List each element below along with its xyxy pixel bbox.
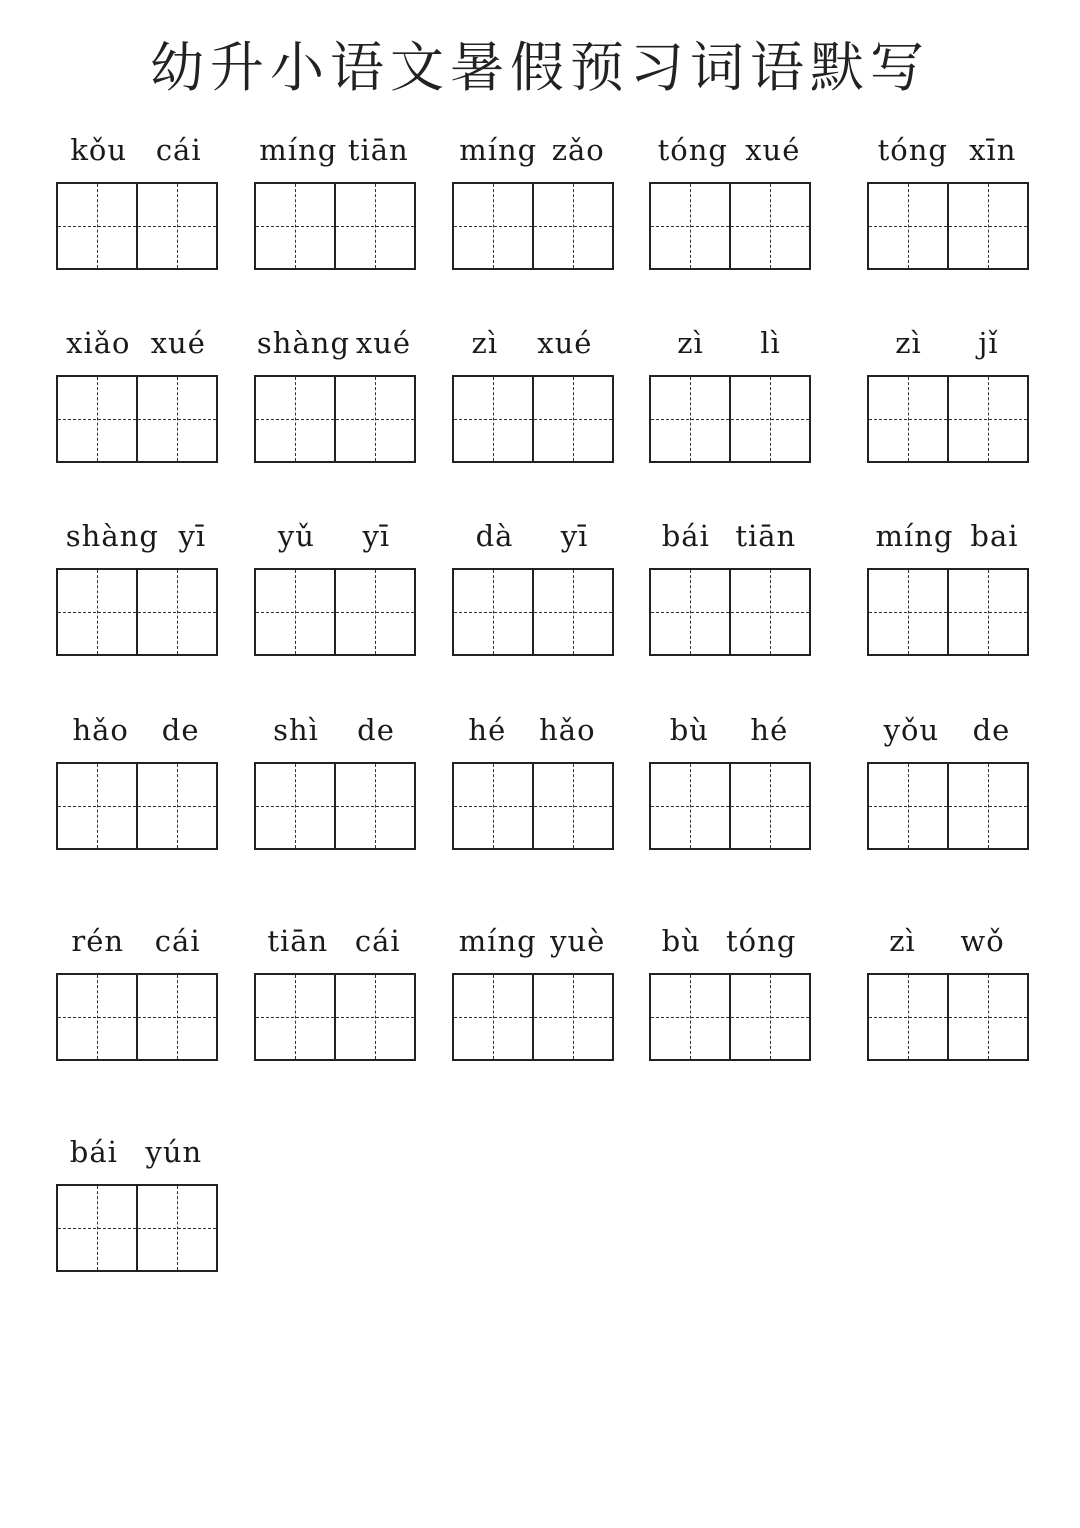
pinyin-syllable: jǐ [978,326,999,360]
tianzige-cell[interactable] [729,184,809,268]
writing-grid [56,375,218,463]
pinyin-line [867,921,1027,961]
tianzige-cell[interactable] [947,764,1027,848]
tianzige-cell[interactable] [947,570,1027,654]
tianzige-cell[interactable] [136,377,216,461]
pinyin-syllable: xué [150,326,206,360]
pinyin-line [56,710,216,750]
writing-grid [867,568,1029,656]
writing-grid [452,568,614,656]
word-item [867,921,1027,1061]
tianzige-cell[interactable] [58,764,136,848]
pinyin-syllable: hǎo [539,713,596,747]
tianzige-cell[interactable] [729,377,809,461]
tianzige-cell[interactable] [454,764,532,848]
pinyin-syllable: yuè [550,924,606,958]
writing-grid [867,375,1029,463]
pinyin-syllable: xué [355,326,412,360]
writing-grid [867,973,1029,1061]
pinyin-syllable: míng [259,133,338,167]
pinyin-syllable: zǎo [551,133,605,167]
pinyin-syllable: bù [669,713,709,747]
writing-grid [452,973,614,1061]
writing-grid [56,973,218,1061]
pinyin-syllable: yǒu [883,713,940,747]
pinyin-line [649,516,809,556]
pinyin-line [56,1132,216,1172]
pinyin-syllable: cái [354,924,401,958]
word-item [254,921,414,1061]
pinyin-line [254,516,414,556]
pinyin-line [254,921,414,961]
tianzige-cell[interactable] [651,184,729,268]
writing-grid [452,375,614,463]
tianzige-cell[interactable] [869,184,947,268]
pinyin-syllable: wǒ [960,924,1005,958]
pinyin-syllable: zì [889,924,916,958]
tianzige-cell[interactable] [729,764,809,848]
pinyin-line [254,323,414,363]
pinyin-syllable: míng [458,924,537,958]
pinyin-line [452,710,612,750]
pinyin-syllable: tóng [726,924,797,958]
tianzige-cell[interactable] [651,764,729,848]
word-item [254,516,414,656]
tianzige-cell[interactable] [58,377,136,461]
tianzige-cell[interactable] [947,377,1027,461]
pinyin-line [452,130,612,170]
pinyin-syllable: cái [155,133,202,167]
writing-grid [649,568,811,656]
writing-grid [452,182,614,270]
word-item [867,323,1027,463]
pinyin-syllable: yī [178,519,207,553]
pinyin-syllable: míng [875,519,954,553]
pinyin-line [452,323,612,363]
tianzige-cell[interactable] [869,377,947,461]
tianzige-cell[interactable] [947,184,1027,268]
tianzige-cell[interactable] [136,570,216,654]
tianzige-cell[interactable] [454,377,532,461]
writing-grid [254,375,416,463]
pinyin-syllable: tiān [735,519,797,553]
pinyin-syllable: bai [970,519,1019,553]
writing-grid [649,182,811,270]
pinyin-syllable: yī [362,519,391,553]
pinyin-syllable: bái [661,519,710,553]
word-item [56,1132,216,1272]
word-item [452,323,612,463]
writing-grid [56,762,218,850]
tianzige-cell[interactable] [136,184,216,268]
writing-grid [254,762,416,850]
pinyin-syllable: tóng [877,133,948,167]
pinyin-line [452,921,612,961]
pinyin-syllable: yī [560,519,589,553]
word-item [867,516,1027,656]
pinyin-line [867,130,1027,170]
pinyin-line [867,323,1027,363]
pinyin-syllable: zì [471,326,499,360]
pinyin-syllable: tiān [347,133,409,167]
pinyin-syllable: de [161,713,200,747]
word-item [867,130,1027,270]
tianzige-cell[interactable] [869,975,947,1059]
pinyin-line [56,921,216,961]
tianzige-cell[interactable] [334,975,414,1059]
tianzige-cell[interactable] [334,377,414,461]
word-item [649,710,809,850]
tianzige-cell[interactable] [58,184,136,268]
writing-grid [254,182,416,270]
pinyin-syllable: hǎo [72,713,129,747]
pinyin-syllable: xiǎo [66,326,131,360]
pinyin-syllable: bái [69,1135,118,1169]
pinyin-syllable: xué [537,326,593,360]
word-item [56,323,216,463]
pinyin-syllable: shàng [65,519,159,553]
writing-grid [56,182,218,270]
writing-grid [452,762,614,850]
pinyin-syllable: yún [145,1135,203,1169]
writing-grid [254,973,416,1061]
tianzige-cell[interactable] [454,570,532,654]
tianzige-cell[interactable] [651,570,729,654]
pinyin-syllable: yǔ [277,519,315,553]
tianzige-cell[interactable] [136,764,216,848]
pinyin-line [56,323,216,363]
pinyin-syllable: xīn [969,133,1017,167]
word-item [56,516,216,656]
word-item [254,710,414,850]
writing-grid [867,182,1029,270]
word-item [649,921,809,1061]
word-item [649,516,809,656]
pinyin-syllable: shàng [256,326,351,360]
pinyin-syllable: míng [459,133,538,167]
pinyin-line [649,921,809,961]
writing-grid [649,973,811,1061]
tianzige-cell[interactable] [651,377,729,461]
tianzige-cell[interactable] [136,975,216,1059]
tianzige-cell[interactable] [136,1186,216,1270]
word-item [254,323,414,463]
pinyin-syllable: tiān [267,924,329,958]
tianzige-cell[interactable] [334,184,414,268]
tianzige-cell[interactable] [532,570,612,654]
word-item [452,130,612,270]
word-item [56,921,216,1061]
pinyin-syllable: kǒu [70,133,128,167]
tianzige-cell[interactable] [651,975,729,1059]
writing-grid [649,762,811,850]
pinyin-syllable: bù [661,924,701,958]
writing-grid [56,1184,218,1272]
tianzige-cell[interactable] [532,377,612,461]
pinyin-syllable: shì [273,713,319,747]
pinyin-syllable: rén [71,924,125,958]
pinyin-syllable: zì [677,326,704,360]
tianzige-cell[interactable] [256,377,334,461]
pinyin-syllable: xué [745,133,801,167]
tianzige-cell[interactable] [532,975,612,1059]
writing-grid [254,568,416,656]
pinyin-line [649,323,809,363]
writing-grid [649,375,811,463]
pinyin-line [649,710,809,750]
pinyin-syllable: zì [895,326,922,360]
tianzige-cell[interactable] [729,975,809,1059]
page-title: 幼升小语文暑假预习词语默写 [150,36,930,99]
tianzige-cell[interactable] [58,975,136,1059]
pinyin-line [649,130,809,170]
pinyin-syllable: de [357,713,395,747]
pinyin-syllable: hé [468,713,507,747]
tianzige-cell[interactable] [869,570,947,654]
tianzige-cell[interactable] [532,184,612,268]
pinyin-syllable: cái [154,924,201,958]
pinyin-line [452,516,612,556]
tianzige-cell[interactable] [454,975,532,1059]
word-item [867,710,1027,850]
pinyin-line [56,516,216,556]
tianzige-cell[interactable] [256,184,334,268]
word-item [452,710,612,850]
word-item [56,710,216,850]
word-item [56,130,216,270]
pinyin-line [254,710,414,750]
tianzige-cell[interactable] [532,764,612,848]
tianzige-cell[interactable] [454,184,532,268]
tianzige-cell[interactable] [729,570,809,654]
pinyin-syllable: de [972,713,1011,747]
pinyin-line [867,710,1027,750]
tianzige-cell[interactable] [947,975,1027,1059]
tianzige-cell[interactable] [869,764,947,848]
writing-grid [56,568,218,656]
writing-grid [867,762,1029,850]
pinyin-line [56,130,216,170]
tianzige-cell[interactable] [334,570,414,654]
pinyin-syllable: lì [760,326,781,360]
pinyin-syllable: hé [750,713,789,747]
tianzige-cell[interactable] [58,570,136,654]
word-item [452,921,612,1061]
pinyin-syllable: tóng [657,133,728,167]
word-item [452,516,612,656]
tianzige-cell[interactable] [256,764,334,848]
tianzige-cell[interactable] [256,570,334,654]
pinyin-line [254,130,414,170]
tianzige-cell[interactable] [334,764,414,848]
word-item [649,130,809,270]
word-item [254,130,414,270]
tianzige-cell[interactable] [256,975,334,1059]
pinyin-syllable: dà [475,519,514,553]
tianzige-cell[interactable] [58,1186,136,1270]
word-item [649,323,809,463]
pinyin-line [867,516,1027,556]
